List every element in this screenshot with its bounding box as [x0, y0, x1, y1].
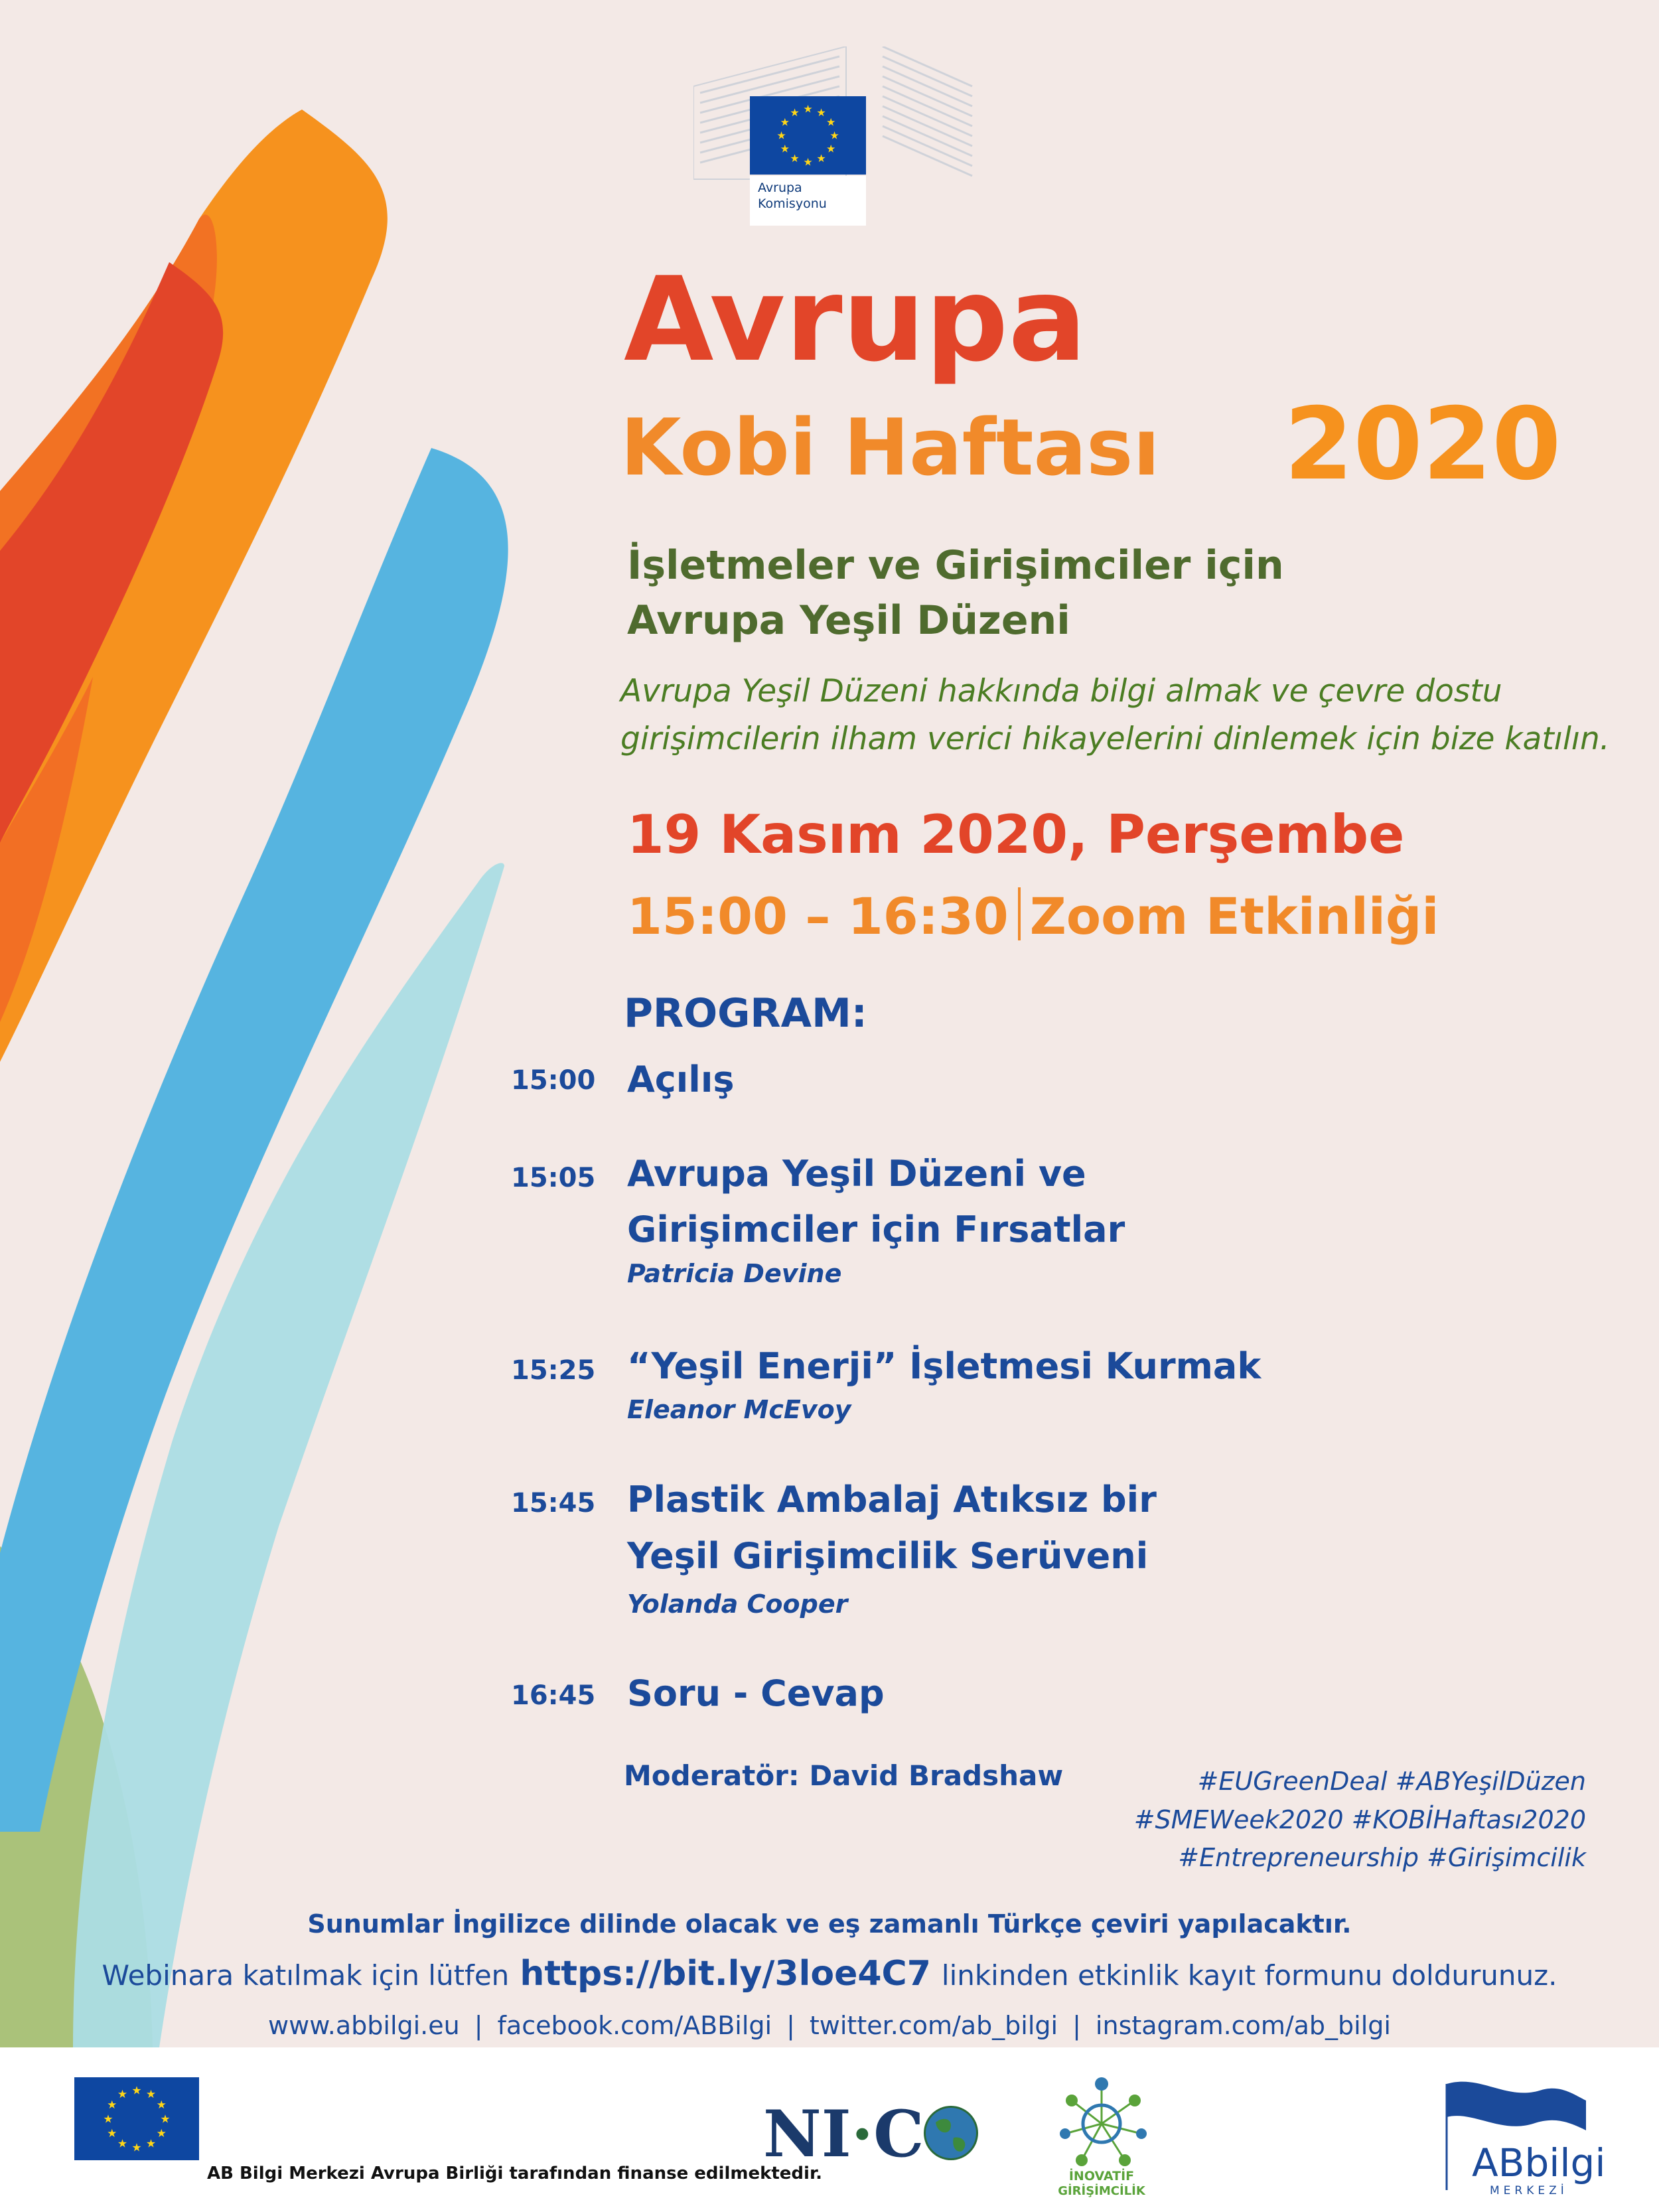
- intro-line-1: Avrupa Yeşil Düzeni hakkında bilgi almak ve çevre dostu: [620, 673, 1502, 709]
- globe-icon: [924, 2106, 978, 2160]
- program-item-speaker: Yolanda Cooper: [627, 1589, 848, 1619]
- time-separator: [1018, 887, 1021, 940]
- title-line-1: Avrupa: [624, 253, 1087, 388]
- social-links: [0, 2013, 1659, 2038]
- eu-star-icon: ★: [117, 2137, 128, 2151]
- program-item-time: 15:05: [511, 1163, 596, 1193]
- eu-star-icon: ★: [131, 2141, 142, 2155]
- subtitle-line-2: Avrupa Yeşil Düzeni: [627, 597, 1070, 644]
- eu-star-icon: ★: [803, 102, 813, 115]
- hashtags-line: #EUGreenDeal #ABYeşilDüzen: [1197, 1767, 1586, 1796]
- registration-post: linkinden etkinlik kayıt formunu doldurunuz.: [941, 1959, 1557, 1992]
- eu-star-icon: ★: [107, 2098, 117, 2112]
- abbilgi-subtitle: MERKEZİ: [1490, 2184, 1568, 2197]
- twitter-link[interactable]: twitter.com/ab_bilgi: [809, 2011, 1058, 2040]
- eu-flag-icon: [750, 96, 866, 175]
- program-item-speaker: Eleanor McEvoy: [627, 1395, 851, 1424]
- hashtags-line: #Entrepreneurship #Girişimcilik: [1178, 1843, 1586, 1872]
- program-item-title: Girişimciler için Fırsatlar: [627, 1209, 1125, 1250]
- registration-link[interactable]: https://bit.ly/3loe4C7: [520, 1954, 931, 1994]
- eu-star-icon: ★: [117, 2088, 128, 2102]
- registration-note: [0, 1954, 1659, 1994]
- subtitle-line-1: İşletmeler ve Girişimciler için: [627, 542, 1284, 589]
- website-link[interactable]: www.abbilgi.eu: [268, 2011, 460, 2040]
- ec-logo-line2: Komisyonu: [758, 196, 827, 211]
- registration-pre: Webinara katılmak için lütfen: [102, 1959, 510, 1992]
- program-item-title: Plastik Ambalaj Atıksız bir: [627, 1479, 1157, 1520]
- eu-star-icon: ★: [156, 2126, 167, 2140]
- eu-star-icon: ★: [107, 2126, 117, 2140]
- eu-star-icon: ★: [780, 142, 790, 155]
- inovatif-text-line1: İNOVATİF: [1068, 2169, 1135, 2183]
- event-time: 15:00 – 16:30: [627, 887, 1009, 946]
- eu-star-icon: ★: [145, 2088, 157, 2102]
- eu-star-icon: ★: [156, 2098, 167, 2112]
- language-note: Sunumlar İngilizce dilinde olacak ve eş zamanlı Türkçe çeviri yapılacaktır.: [307, 1909, 1352, 1939]
- program-item-title: Avrupa Yeşil Düzeni ve: [627, 1153, 1086, 1195]
- event-format: Zoom Etkinliği: [1029, 887, 1439, 946]
- title-line-2: Kobi Haftası: [620, 402, 1160, 493]
- event-date: 19 Kasım 2020, Perşembe: [627, 804, 1405, 865]
- program-item-time: 15:45: [511, 1488, 596, 1518]
- eu-star-icon: ★: [826, 115, 836, 129]
- program-item-time: 15:25: [511, 1355, 596, 1386]
- ec-logo-line1: Avrupa: [758, 181, 802, 195]
- eu-star-icon: ★: [830, 129, 839, 142]
- program-item-title: Soru - Cevap: [627, 1672, 885, 1714]
- eu-star-icon: ★: [790, 152, 800, 165]
- eu-star-icon: ★: [790, 106, 800, 119]
- ec-logo-caption: [750, 176, 866, 226]
- event-time-row: [627, 887, 1439, 946]
- separator: |: [1072, 2011, 1081, 2040]
- eu-star-icon: ★: [131, 2084, 142, 2098]
- nico-text: NI: [763, 2097, 851, 2172]
- title-year: 2020: [1284, 387, 1561, 502]
- program-item-title: Yeşil Girişimcilik Serüveni: [627, 1535, 1149, 1577]
- eu-flag-icon: [74, 2077, 199, 2160]
- program-item-speaker: Patricia Devine: [627, 1259, 842, 1288]
- program-item-title: “Yeşil Enerji” İşletmesi Kurmak: [627, 1345, 1262, 1387]
- eu-star-icon: ★: [145, 2137, 157, 2151]
- intro-line-2: girişimcilerin ilham verici hikayelerini dinlemek için bize katılın.: [620, 721, 1610, 757]
- facebook-link[interactable]: facebook.com/ABBilgi: [497, 2011, 772, 2040]
- eu-star-icon: ★: [776, 129, 786, 142]
- moderator: Moderatör: David Bradshaw: [624, 1759, 1064, 1792]
- separator: |: [786, 2011, 795, 2040]
- abbilgi-wordmark: ABbilgi: [1472, 2140, 1606, 2185]
- separator: |: [474, 2011, 483, 2040]
- eu-star-icon: ★: [816, 106, 826, 119]
- hashtags-line: #SMEWeek2020 #KOBİHaftası2020: [1133, 1805, 1586, 1834]
- eu-star-icon: ★: [160, 2112, 171, 2126]
- program-item-time: 16:45: [511, 1680, 596, 1711]
- eu-star-icon: ★: [826, 142, 836, 155]
- inovatif-text-line2: GİRİŞİMCİLİK: [1058, 2184, 1145, 2198]
- eu-star-icon: ★: [103, 2112, 113, 2126]
- instagram-link[interactable]: instagram.com/ab_bilgi: [1095, 2011, 1391, 2040]
- funding-note: AB Bilgi Merkezi Avrupa Birliği tarafından finanse edilmektedir.: [207, 2164, 822, 2183]
- eu-star-icon: ★: [780, 115, 790, 129]
- eu-star-icon: ★: [803, 155, 813, 169]
- nico-logo: NI·C: [763, 2102, 978, 2166]
- program-item-title: Açılış: [627, 1059, 735, 1100]
- program-item-time: 15:00: [511, 1065, 596, 1096]
- nico-dot: ·: [851, 2097, 874, 2172]
- program-heading: PROGRAM:: [624, 990, 867, 1037]
- eu-star-icon: ★: [816, 152, 826, 165]
